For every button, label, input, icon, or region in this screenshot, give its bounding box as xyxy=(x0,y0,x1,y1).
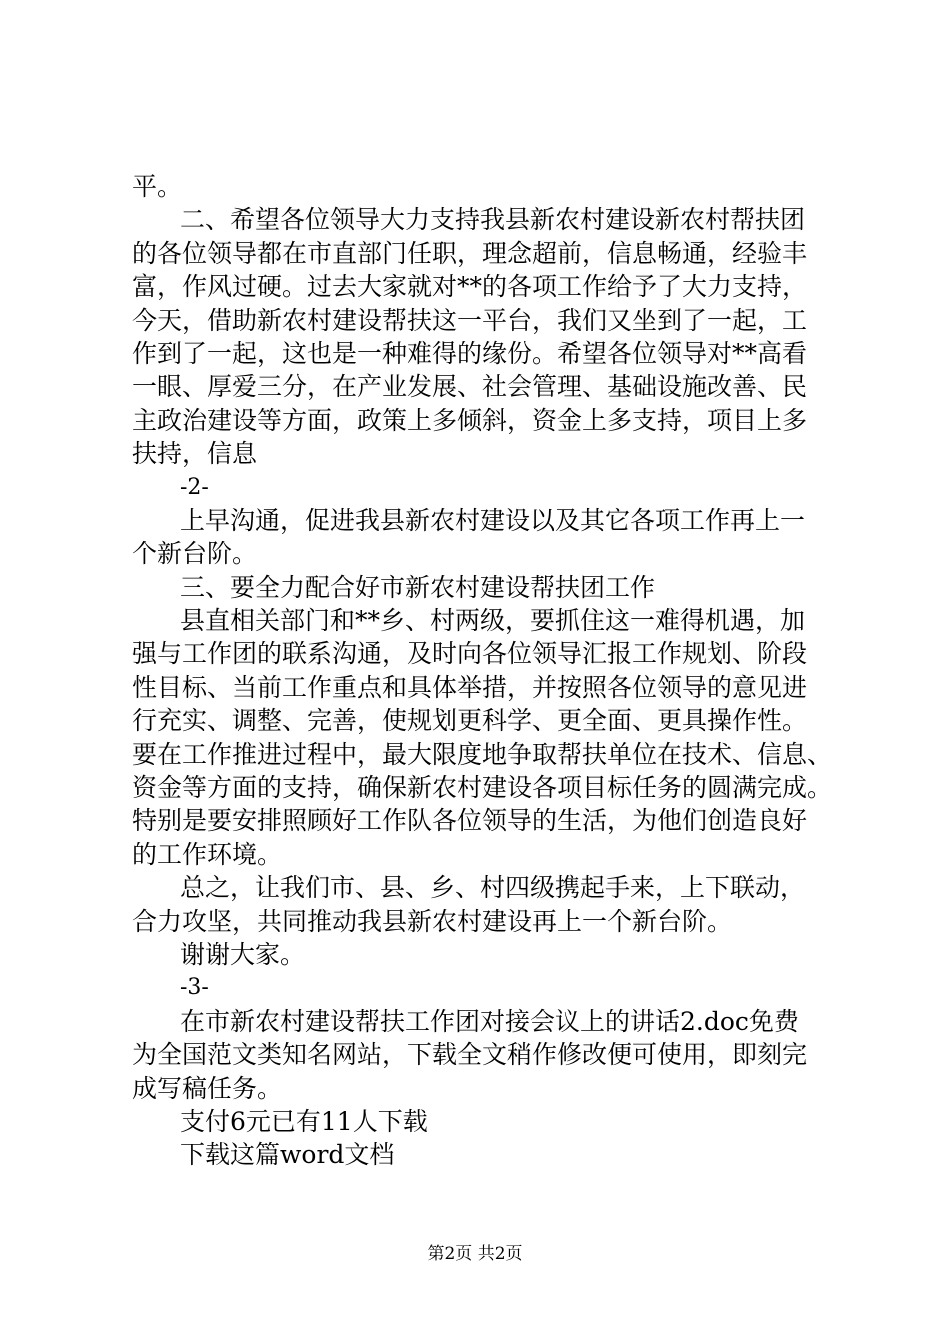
text-line: 强与工作团的联系沟通，及时向各位领导汇报工作规划、阶段 xyxy=(132,639,808,669)
download-info-text: 支付6元已有11人下载 xyxy=(180,1106,428,1136)
page-number-marker: -3- xyxy=(180,975,209,1001)
text-line: 一眼、厚爱三分，在产业发展、社会管理、基础设施改善、民 xyxy=(132,372,808,402)
text-line: 特别是要安排照顾好工作队各位领导的生活，为他们创造良好 xyxy=(132,806,808,836)
text-line: 行充实、调整、完善，使规划更科学、更全面、更具操作性。 xyxy=(132,706,808,736)
text-line: 资金等方面的支持，确保新农村建设各项目标任务的圆满完成。 xyxy=(132,773,833,803)
page-number-marker: -2- xyxy=(180,474,209,500)
paragraph-heading: 二、希望各位领导大力支持我县新农村建设新农村帮扶团 xyxy=(180,205,806,235)
text-line: 今天，借助新农村建设帮扶这一平台，我们又坐到了一起，工 xyxy=(132,305,808,335)
download-word-link[interactable]: 下载这篇word文档 xyxy=(180,1140,395,1170)
text-line: 性目标、当前工作重点和具体举措，并按照各位领导的意见进 xyxy=(132,672,808,702)
text-line: 富，作风过硬。过去大家就对**的各项工作给予了大力支持， xyxy=(132,272,808,302)
text-line: 主政治建设等方面，政策上多倾斜，资金上多支持，项目上多 xyxy=(132,405,808,435)
text-line: 的各位领导都在市直部门任职，理念超前，信息畅通，经验丰 xyxy=(132,238,808,268)
page-footer: 第2页 共2页 xyxy=(427,1244,523,1264)
text-line: 平。 xyxy=(132,172,183,201)
text-line: 为全国范文类知名网站，下载全文稍作修改便可使用，即刻完 xyxy=(132,1040,808,1070)
paragraph-heading: 三、要全力配合好市新农村建设帮扶团工作 xyxy=(180,572,656,602)
text-line: 的工作环境。 xyxy=(132,839,283,869)
text-line: 总之，让我们市、县、乡、村四级携起手来，上下联动， xyxy=(180,873,806,903)
text-line: 在市新农村建设帮扶工作团对接会议上的讲话2.doc免费 xyxy=(180,1006,799,1036)
text-line: 作到了一起，这也是一种难得的缘份。希望各位领导对**高看 xyxy=(132,338,808,368)
text-line: 合力攻坚，共同推动我县新农村建设再上一个新台阶。 xyxy=(132,906,733,936)
text-line: 个新台阶。 xyxy=(132,539,258,569)
text-line: 县直相关部门和**乡、村两级，要抓住这一难得机遇，加 xyxy=(180,606,806,636)
text-line: 谢谢大家。 xyxy=(180,939,306,969)
text-line: 上早沟通，促进我县新农村建设以及其它各项工作再上一 xyxy=(180,505,806,535)
text-line: 成写稿任务。 xyxy=(132,1073,283,1103)
text-line: 扶持，信息 xyxy=(132,439,258,469)
document-body xyxy=(132,170,832,1172)
text-line: 要在工作推进过程中，最大限度地争取帮扶单位在技术、信息、 xyxy=(132,739,833,769)
